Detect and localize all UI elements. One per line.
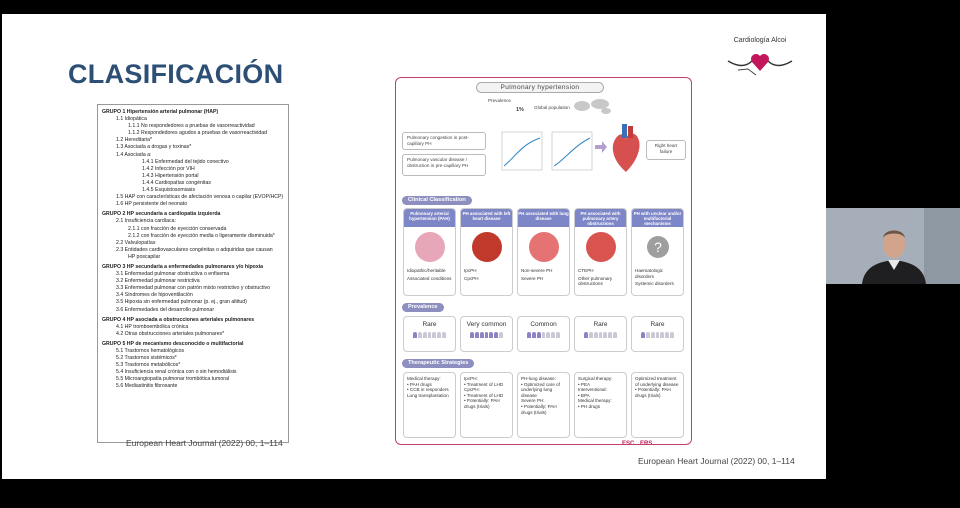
person-icon — [489, 332, 493, 338]
group-bullet: Severe PH — [521, 275, 544, 281]
classification-item: 1.6 HP persistente del neonato — [116, 201, 188, 208]
therapy-line: • Potentially: PAH drugs (trials) — [521, 403, 557, 415]
person-icon — [432, 332, 436, 338]
classification-item: 1.4.2 Infección por VIH — [142, 165, 195, 172]
organ-icon — [470, 230, 504, 264]
therapy-line: IpcPH: — [464, 376, 478, 381]
prevalence-card — [517, 316, 570, 352]
classification-item: 5.6 Mediastinitis fibrosante — [116, 383, 178, 390]
classification-item: 1.1.2 Respondedores agudos a pruebas de vasorreactividad — [128, 130, 268, 137]
therapy-line: PH-lung disease: — [521, 376, 556, 381]
classification-group-heading: GRUPO 1 Hipertensión arterial pulmonar (HAP) — [102, 109, 219, 115]
classification-item: 1.4.5 Esquistosomiasis — [142, 187, 196, 194]
classification-group-heading: GRUPO 4 HP asociada a obstrucciones arteriales pulmonares — [102, 316, 255, 323]
congestion-box: Pulmonary congestion in post-capillary PH — [402, 132, 486, 150]
classification-item: 1.1 Idiopática — [116, 116, 147, 123]
group-bullet: Haematologic disorders — [635, 268, 664, 279]
right-heart-failure-box: Right heart failure — [646, 140, 686, 160]
therapy-card — [631, 372, 684, 438]
classification-item: 1.4.3 Hipertensión portal — [142, 172, 199, 179]
person-icon — [594, 332, 598, 338]
section-clinical: Clinical Classification — [402, 196, 472, 205]
therapy-line: Surgical therapy: — [578, 376, 613, 381]
classification-group-heading: GRUPO 2 HP secundaria a cardiopatía izquierda — [102, 211, 221, 218]
classification-item: 4.2 Otras obstrucciones arteriales pulmonares* — [116, 330, 225, 337]
group-bullet: Other pulmonary obstructions — [578, 275, 613, 287]
arrow-right-icon — [594, 140, 608, 154]
therapy-card — [460, 372, 513, 438]
world-map-icon — [572, 97, 614, 115]
section-therapeutic: Therapeutic Strategies — [402, 359, 474, 368]
group-illustration — [404, 227, 455, 267]
person-icon — [428, 332, 432, 338]
person-icon — [537, 332, 541, 338]
therapy-line: • Potentially: PAH drugs (trials) — [464, 398, 500, 409]
people-icon-row — [404, 332, 455, 338]
group-bullet: CpcPH — [464, 275, 479, 281]
people-icon-row — [575, 332, 626, 338]
prevalence-level: Rare — [593, 321, 608, 328]
therapy-line: Lung transplantation — [407, 392, 449, 398]
classification-item: 5.5 Microangiopatía pulmonar trombótica tumoral — [116, 376, 230, 383]
slide-title: CLASIFICACIÓN — [68, 59, 284, 89]
prevalence-card — [574, 316, 627, 352]
classification-item: HP poscapilar — [128, 253, 161, 260]
group-illustration — [632, 227, 683, 267]
classification-item: 2.1 Insuficiencia cardíaca: — [116, 218, 176, 225]
classification-item: 1.1.1 No respondedores a pruebas de vasorreactividad — [128, 123, 255, 130]
section-prevalence: Prevalence — [402, 303, 444, 312]
ph-figure — [395, 77, 692, 445]
classification-item: 5.1 Trastornos hematológicos — [116, 348, 185, 354]
classification-group-heading: GRUPO 5 HP de mecanismo desconocido o multifactorial — [102, 340, 244, 347]
prevalence-level: Very common — [466, 321, 507, 328]
question-mark-icon — [641, 230, 675, 264]
therapy-line: • PAH drugs — [407, 381, 432, 387]
classification-item: 1.2 Hereditaria* — [116, 137, 153, 144]
clinical-group-card — [460, 208, 513, 296]
classification-item: 3.1 Enfermedad pulmonar obstructiva o enfisema — [116, 271, 230, 278]
classification-item: 2.1.1 con fracción de eyección conservada — [128, 225, 227, 232]
clinical-group-card — [403, 208, 456, 296]
person-icon — [589, 332, 593, 338]
person-icon — [532, 332, 536, 338]
person-icon — [527, 332, 531, 338]
therapy-line: • CCB in responders — [407, 387, 449, 393]
person-icon — [494, 332, 498, 338]
person-icon — [651, 332, 655, 338]
prevalence-label: Prevalence — [488, 98, 511, 103]
group-header: PH associated with lung disease — [518, 209, 569, 227]
classification-item: 3.3 Enfermedad pulmonar con patrón mixto restrictivo y obstructivo — [116, 285, 270, 292]
classification-item: 3.5 Hipoxia sin enfermedad pulmonar (p. ej., gran altitud) — [116, 299, 247, 306]
classification-item: 2.1.2 con fracción de eyección media o ligeramente disminuida* — [128, 232, 275, 239]
classification-item: 5.4 Insuficiencia renal crónica con o sin hemodiálisis — [116, 369, 237, 376]
classification-item: 1.5 HAP con características de afectación venosa o capilar (EVOP/HCP) — [116, 194, 284, 201]
person-icon — [608, 332, 612, 338]
person-icon — [599, 332, 603, 338]
therapy-line: • PH drugs — [578, 403, 601, 409]
classification-item: 4.1 HP tromboembólica crónica — [116, 323, 189, 330]
person-icon — [442, 332, 446, 338]
person-icon — [418, 332, 422, 338]
organ-icon — [584, 230, 618, 264]
classification-item: 1.4.4 Cardiopatías congénitas — [142, 179, 211, 186]
person-icon — [613, 332, 617, 338]
person-icon — [660, 332, 664, 338]
people-icon-row — [518, 332, 569, 338]
therapy-line: Medical therapy: — [407, 376, 441, 381]
person-icon — [485, 332, 489, 338]
therapy-card — [403, 372, 456, 438]
webcam-video-feed — [826, 208, 960, 284]
global-population-label: Global population — [534, 105, 570, 110]
classification-item: 1.4 Asociada a: — [116, 151, 152, 158]
presenter-silhouette — [826, 208, 960, 284]
heart-logo-icon — [726, 45, 794, 79]
person-icon — [603, 332, 607, 338]
society-logos — [622, 441, 652, 445]
group-bullet: CTEPH — [578, 268, 594, 273]
person-icon — [665, 332, 669, 338]
therapy-line: Interventional: — [578, 387, 607, 393]
person-icon — [470, 332, 474, 338]
classification-table — [97, 104, 289, 443]
person-icon — [641, 332, 645, 338]
organ-icon — [527, 230, 561, 264]
prevalence-card — [460, 316, 513, 352]
therapy-line: • Potentially: PAH drugs (trials) — [635, 387, 671, 398]
classification-item: 1.3 Asociada a drogas y toxinas* — [116, 144, 192, 151]
classification-item: 3.6 Enfermedades del desarrollo pulmonar — [116, 306, 215, 313]
group-bullet: Non-severe PH — [521, 268, 553, 273]
person-icon — [413, 332, 417, 338]
therapy-line: Medical therapy: — [578, 398, 612, 404]
therapy-card — [574, 372, 627, 438]
person-icon — [656, 332, 660, 338]
figure-title: Pulmonary hypertension — [476, 82, 604, 93]
therapy-line: CpcPH: — [464, 387, 480, 393]
citation-left: European Heart Journal (2022) 00, 1–114 — [126, 438, 283, 448]
prevalence-level: Rare — [422, 321, 437, 328]
therapy-card — [517, 372, 570, 438]
brand-name: Cardiología Alcoi — [733, 37, 787, 44]
person-icon — [437, 332, 441, 338]
group-illustration — [461, 227, 512, 267]
esc-logo: ESC — [622, 441, 635, 445]
person-icon — [542, 332, 546, 338]
group-illustration — [575, 227, 626, 267]
group-illustration — [518, 227, 569, 267]
clinical-group-card — [631, 208, 684, 296]
person-icon — [546, 332, 550, 338]
prevalence-level: Common — [530, 321, 557, 328]
people-icon-row — [461, 332, 512, 338]
prevalence-card — [403, 316, 456, 352]
clinical-group-card — [574, 208, 627, 296]
group-bullet: IpcPH — [464, 268, 477, 273]
group-header: Pulmonary arterial hypertension (PAH) — [404, 209, 455, 227]
person-icon — [584, 332, 588, 338]
person-icon — [480, 332, 484, 338]
therapy-line: • Treatment of LHD — [464, 392, 504, 398]
person-icon — [499, 332, 503, 338]
therapy-line: • BPA — [578, 392, 590, 398]
vascular-box: Pulmonary vascular disease / obstruction in pre-capillary PH — [402, 154, 486, 176]
organ-icon — [413, 230, 447, 264]
group-bullet: Associated conditions — [407, 275, 452, 281]
group-bullet: Idiopathic/heritable — [407, 268, 446, 273]
person-icon — [670, 332, 674, 338]
therapy-line: • Treatment of LHD — [464, 381, 504, 387]
therapy-line: Optimized treatment of underlying disease — [635, 376, 679, 387]
group-header: PH with unclear and/or multifactorial mechanisms — [633, 211, 682, 227]
group-bullet: Systemic disorders — [635, 281, 674, 287]
clinical-group-card — [517, 208, 570, 296]
classification-item: 3.2 Enfermedad pulmonar restrictiva — [116, 278, 200, 285]
people-icon-row — [632, 332, 683, 338]
therapy-line: • Optimized care of underlying lung disease — [521, 381, 560, 398]
therapy-line: Severe PH: — [521, 398, 545, 404]
prevalence-value: 1% — [516, 107, 524, 113]
classification-item: 1.4.1 Enfermedad del tejido conectivo — [142, 158, 229, 165]
person-icon — [551, 332, 555, 338]
heart-anatomy-icon — [608, 122, 644, 174]
svg-text:?: ? — [653, 239, 662, 255]
pressure-curves-graphic — [500, 128, 596, 182]
group-header: PH associated with pulmonary artery obstructions — [575, 209, 626, 227]
classification-item: 2.3 Entidades cardiovasculares congénitas o adquiridas que causan — [116, 246, 273, 253]
classification-group-heading: GRUPO 3 HP secundaria a enfermedades pulmonares y/o hipoxia — [102, 263, 264, 270]
therapy-line: • PEA — [578, 381, 591, 387]
classification-item: 5.3 Trastornos metabólicos* — [116, 362, 181, 369]
person-icon — [556, 332, 560, 338]
presentation-slide — [2, 14, 826, 479]
group-header: PH associated with left heart disease — [461, 209, 512, 227]
classification-item: 2.2 Valvulopatías — [116, 239, 156, 246]
classification-item: 3.4 Síndromes de hipoventilación — [116, 292, 193, 299]
prevalence-card — [631, 316, 684, 352]
ers-logo: ERS — [640, 441, 653, 445]
person-icon — [423, 332, 427, 338]
person-icon — [475, 332, 479, 338]
prevalence-level: Rare — [650, 321, 665, 328]
citation-right: European Heart Journal (2022) 00, 1–114 — [638, 456, 795, 466]
person-icon — [646, 332, 650, 338]
classification-item: 5.2 Trastornos sistémicos* — [116, 355, 177, 362]
brand-logo — [724, 37, 796, 83]
